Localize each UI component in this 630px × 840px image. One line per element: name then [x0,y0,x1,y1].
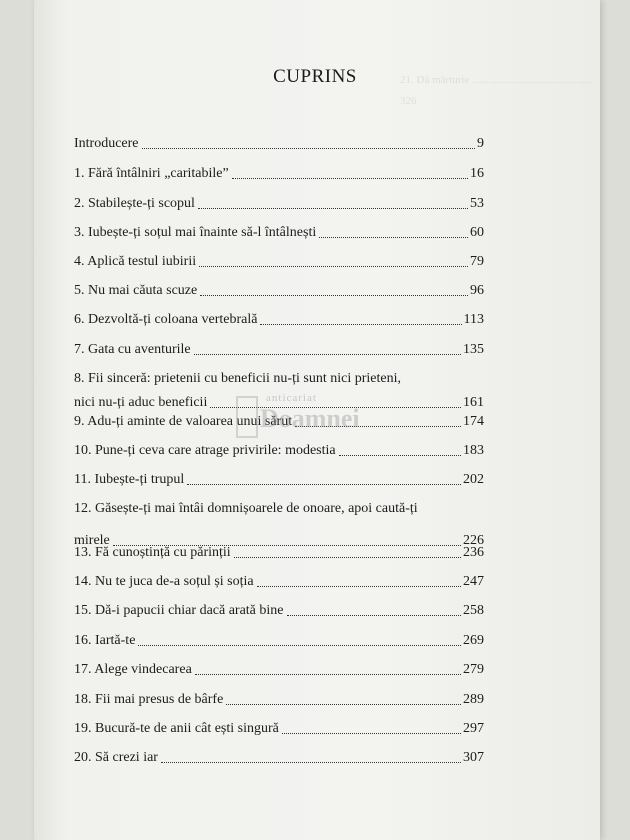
toc-entry-line1: 8. Fii sinceră: prietenii cu beneficii nu-ți sunt nici prieteni, [74,371,401,386]
toc-entry [74,438,484,460]
toc-entry [74,745,484,767]
toc-page-number: 289 [463,692,484,707]
toc-page-number: 226 [463,533,484,548]
toc-entry [74,657,484,679]
toc-entry-label: nici nu-ți aduc beneficii [74,395,208,410]
toc-page-number: 202 [463,472,484,487]
toc-page-number: 9 [477,136,484,151]
table-of-contents [74,0,484,840]
toc-entry [74,307,484,329]
toc-page-number: 60 [470,225,484,240]
toc-dot-leader [138,645,461,646]
toc-entry-label: 16. Iartă-te [74,633,136,648]
toc-page-number: 79 [470,254,484,269]
toc-entry [74,716,484,738]
toc-entry-label: 20. Să crezi iar [74,750,158,765]
toc-page-number: 247 [463,574,484,589]
toc-dot-leader [282,733,461,734]
toc-dot-leader [200,295,468,296]
toc-entry-label: 18. Fii mai presus de bârfe [74,692,224,707]
toc-entry-line1: 12. Găsește-ți mai întâi domnișoarele de onoare, apoi caută-ți [74,501,418,516]
toc-dot-leader [287,615,461,616]
toc-entry-label: 17. Alege vindecarea [74,662,192,677]
toc-dot-leader [295,426,461,427]
toc-entry [74,249,484,271]
toc-page-number: 53 [470,196,484,211]
toc-dot-leader [260,324,461,325]
watermark-top-text: anticariat [266,392,317,404]
toc-entry [74,191,484,213]
toc-entry [74,540,484,562]
toc-dot-leader [232,178,468,179]
toc-page-number: 96 [470,283,484,298]
toc-dot-leader [142,148,475,149]
toc-entry-label: 2. Stabilește-ți scopul [74,196,195,211]
toc-entry-label: 10. Pune-ți ceva care atrage privirile: modestia [74,443,336,458]
toc-dot-leader [194,354,461,355]
toc-entry [74,598,484,620]
toc-dot-leader [161,762,461,763]
toc-entry-label: 6. Dezvoltă-ți coloana vertebrală [74,312,258,327]
toc-page-number: 279 [463,662,484,677]
toc-entry [74,161,484,183]
toc-entry [74,131,484,153]
toc-page-number: 236 [463,545,484,560]
toc-dot-leader [226,704,461,705]
toc-page-number: 307 [463,750,484,765]
toc-dot-leader [187,484,461,485]
toc-page-number: 297 [463,721,484,736]
toc-entry [74,687,484,709]
toc-dot-leader [210,407,461,408]
toc-dot-leader [234,557,461,558]
toc-dot-leader [199,266,468,267]
toc-entry [74,467,484,489]
toc-dot-leader [319,237,468,238]
toc-page-number: 161 [463,395,484,410]
toc-entry [74,278,484,300]
toc-page-number: 113 [463,312,484,327]
toc-page-number: 174 [463,414,484,429]
toc-entry [74,220,484,242]
toc-page-number: 135 [463,342,484,357]
toc-entry-label: 15. Dă-i papucii chiar dacă arată bine [74,603,284,618]
toc-entry-label: 5. Nu mai căuta scuze [74,283,198,298]
toc-entry-label: 7. Gata cu aventurile [74,342,191,357]
toc-entry-label: 11. Iubește-ți trupul [74,472,185,487]
toc-entry-label: Introducere [74,136,139,151]
toc-entry [74,409,484,431]
toc-entry [74,337,484,359]
toc-dot-leader [257,586,461,587]
toc-page-number: 183 [463,443,484,458]
toc-dot-leader [195,674,461,675]
toc-entry-label: mirele [74,533,110,548]
toc-dot-leader [339,455,461,456]
toc-page-number: 258 [463,603,484,618]
toc-entry-label: 1. Fără întâlniri „caritabile” [74,166,229,181]
toc-entry-label: 13. Fă cunoștință cu părinții [74,545,231,560]
watermark-main-text: Doamnei [260,404,360,433]
toc-entry-label: 14. Nu te juca de-a soțul și soția [74,574,254,589]
toc-entry [74,569,484,591]
toc-entry-label: 3. Iubește-ți soțul mai înainte să-l întâlnești [74,225,317,240]
toc-entry-label: 19. Bucură-te de anii cât ești singură [74,721,279,736]
toc-dot-leader [198,208,468,209]
toc-entry [74,628,484,650]
toc-page-number: 269 [463,633,484,648]
toc-title-text: CUPRINS [273,66,357,87]
toc-entry-label: 4. Aplică testul iubirii [74,254,197,269]
toc-page-number: 16 [470,166,484,181]
toc-entry-label: 9. Adu-ți aminte de valoarea unui sărut [74,414,293,429]
